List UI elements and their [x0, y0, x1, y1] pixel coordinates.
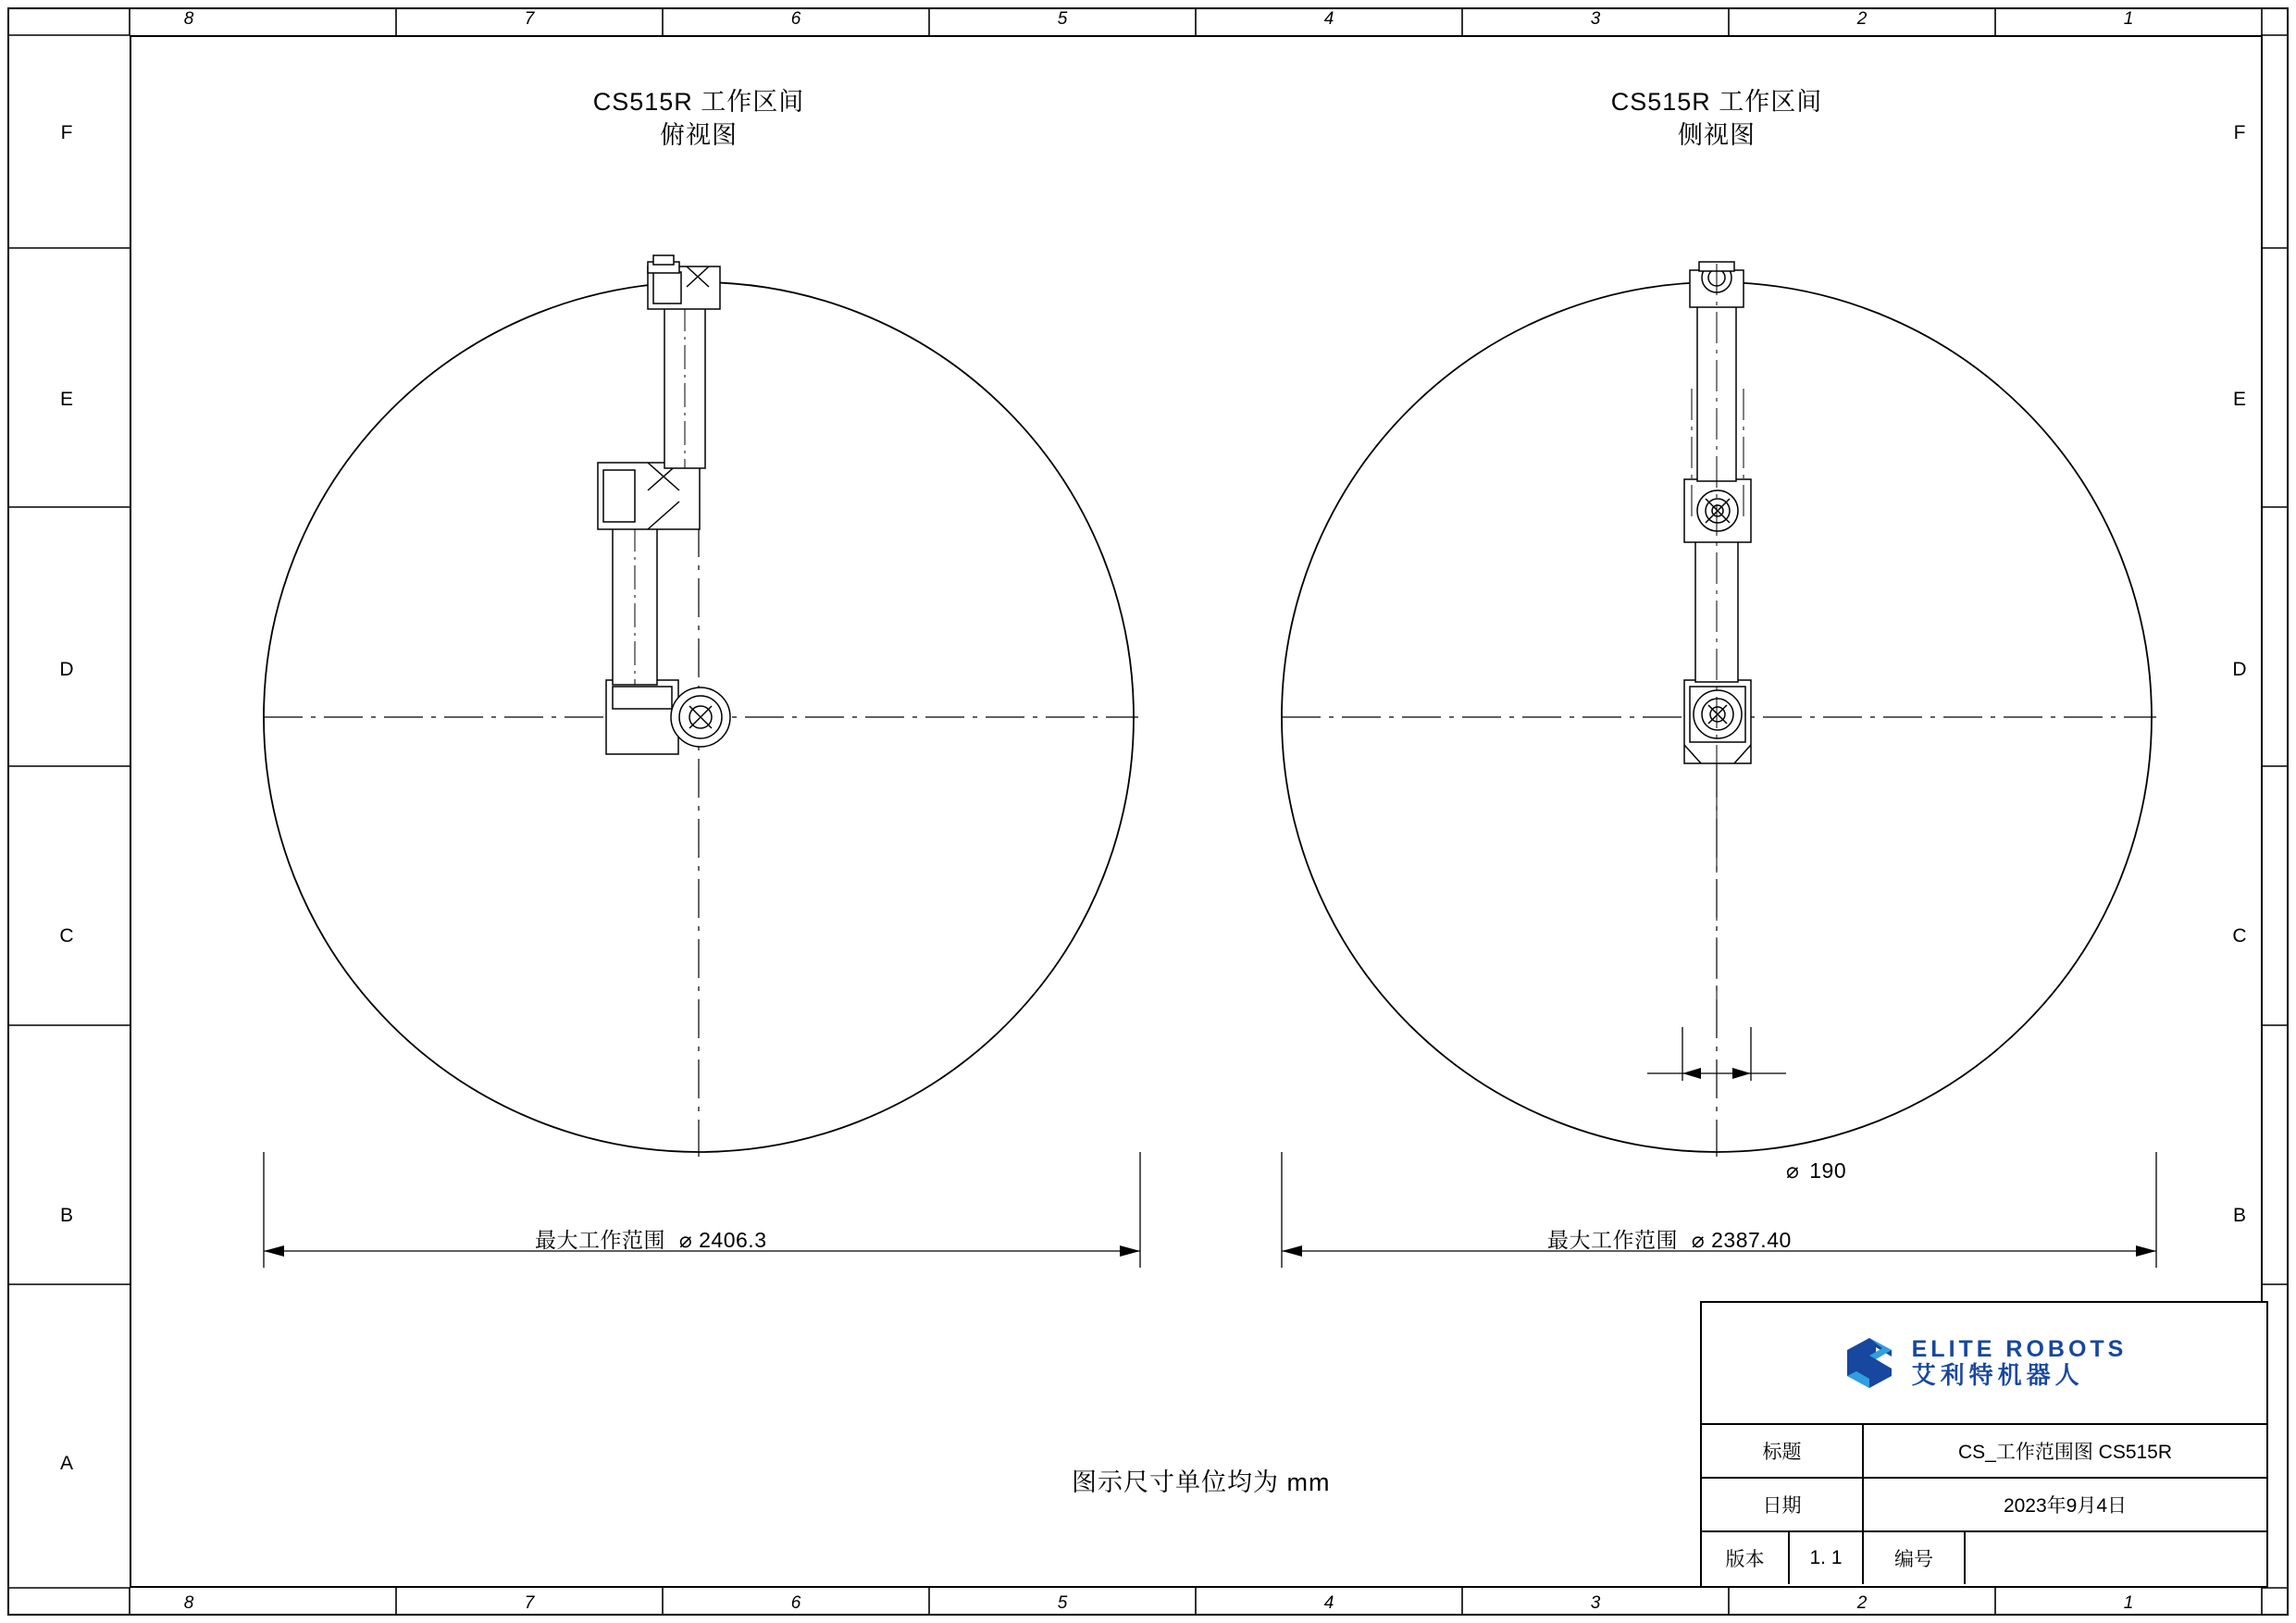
- zone-row-left-f: F: [60, 122, 73, 143]
- side-view-title-line1: CS515R 工作区间: [1610, 88, 1823, 116]
- top-view-title: [421, 85, 976, 153]
- side-view-dimension-symbol: ⌀: [1691, 1228, 1706, 1252]
- zone-col-top-6: 6: [790, 9, 801, 29]
- logo-text: [1912, 1336, 2128, 1391]
- zone-row-left-b: B: [59, 1205, 73, 1226]
- zone-col-bottom-2: 2: [1856, 1593, 1868, 1613]
- company-logo: [1702, 1303, 2266, 1425]
- top-view-title-line1: CS515R 工作区间: [592, 88, 805, 116]
- side-view-base-dimension: [1786, 1158, 1846, 1183]
- title-block-title-value: CS_工作范围图 CS515R: [1957, 1442, 2173, 1463]
- title-block-version-label: 版本: [1702, 1532, 1790, 1584]
- side-view-base-value: 190: [1809, 1158, 1847, 1183]
- zone-col-bottom-5: 5: [1057, 1593, 1068, 1613]
- title-block-number-value: [1966, 1532, 2266, 1584]
- title-block: [1700, 1301, 2268, 1588]
- top-view-dimension-value: 2406.3: [699, 1228, 767, 1252]
- zone-row-right-c: C: [2232, 925, 2247, 947]
- zone-col-top-7: 7: [524, 9, 535, 29]
- zone-row-left-d: D: [59, 659, 74, 680]
- title-block-row-version: [1702, 1532, 2266, 1584]
- zone-col-top-2: 2: [1856, 9, 1868, 29]
- zone-row-right-e: E: [2232, 389, 2246, 410]
- title-block-version-value: 1. 1: [1790, 1532, 1864, 1584]
- elite-robots-logo-icon: [1842, 1334, 1899, 1392]
- side-view-title: [1439, 85, 1994, 153]
- title-block-row-title: [1702, 1425, 2266, 1479]
- side-view-dimension: [1547, 1223, 1792, 1254]
- zone-row-right-b: B: [2232, 1205, 2246, 1226]
- zone-col-top-4: 4: [1323, 9, 1334, 29]
- zone-col-bottom-4: 4: [1323, 1593, 1334, 1613]
- zone-row-left-a: A: [59, 1453, 73, 1474]
- zone-row-left-e: E: [59, 389, 73, 410]
- zone-col-top-1: 1: [2123, 9, 2134, 29]
- zone-col-top-3: 3: [1590, 9, 1601, 29]
- logo-text-en: ELITE ROBOTS: [1911, 1335, 2128, 1362]
- zone-col-bottom-1: 1: [2123, 1593, 2134, 1613]
- zone-col-bottom-3: 3: [1590, 1593, 1601, 1613]
- zone-row-right-f: F: [2233, 122, 2246, 143]
- title-block-date-label: 日期: [1702, 1479, 1864, 1530]
- title-block-date-value: 2023年9月4日: [2003, 1495, 2128, 1517]
- side-view-base-symbol: ⌀: [1786, 1158, 1800, 1183]
- title-block-row-date: [1702, 1479, 2266, 1532]
- units-note: 图示尺寸单位均为 mm: [1072, 1468, 1331, 1496]
- side-view-dimension-label: 最大工作范围: [1547, 1228, 1678, 1252]
- top-view-dimension: [535, 1223, 767, 1254]
- top-view-dimension-symbol: ⌀: [678, 1228, 693, 1252]
- zone-col-top-8: 8: [183, 9, 194, 29]
- zone-col-bottom-6: 6: [790, 1593, 801, 1613]
- top-view-title-line2: 俯视图: [660, 121, 738, 150]
- zone-col-bottom-7: 7: [524, 1593, 535, 1613]
- zone-row-left-c: C: [59, 925, 74, 947]
- logo-text-cn: 艾利特机器人: [1911, 1361, 2084, 1390]
- title-block-title-label: 标题: [1702, 1425, 1864, 1477]
- zone-row-right-d: D: [2232, 659, 2247, 680]
- side-view-dimension-value: 2387.40: [1711, 1228, 1792, 1252]
- zone-col-bottom-8: 8: [183, 1593, 194, 1613]
- title-block-number-label: 编号: [1864, 1532, 1966, 1584]
- side-view-title-line2: 侧视图: [1678, 121, 1756, 150]
- zone-col-top-5: 5: [1057, 9, 1068, 29]
- top-view-dimension-label: 最大工作范围: [535, 1228, 665, 1252]
